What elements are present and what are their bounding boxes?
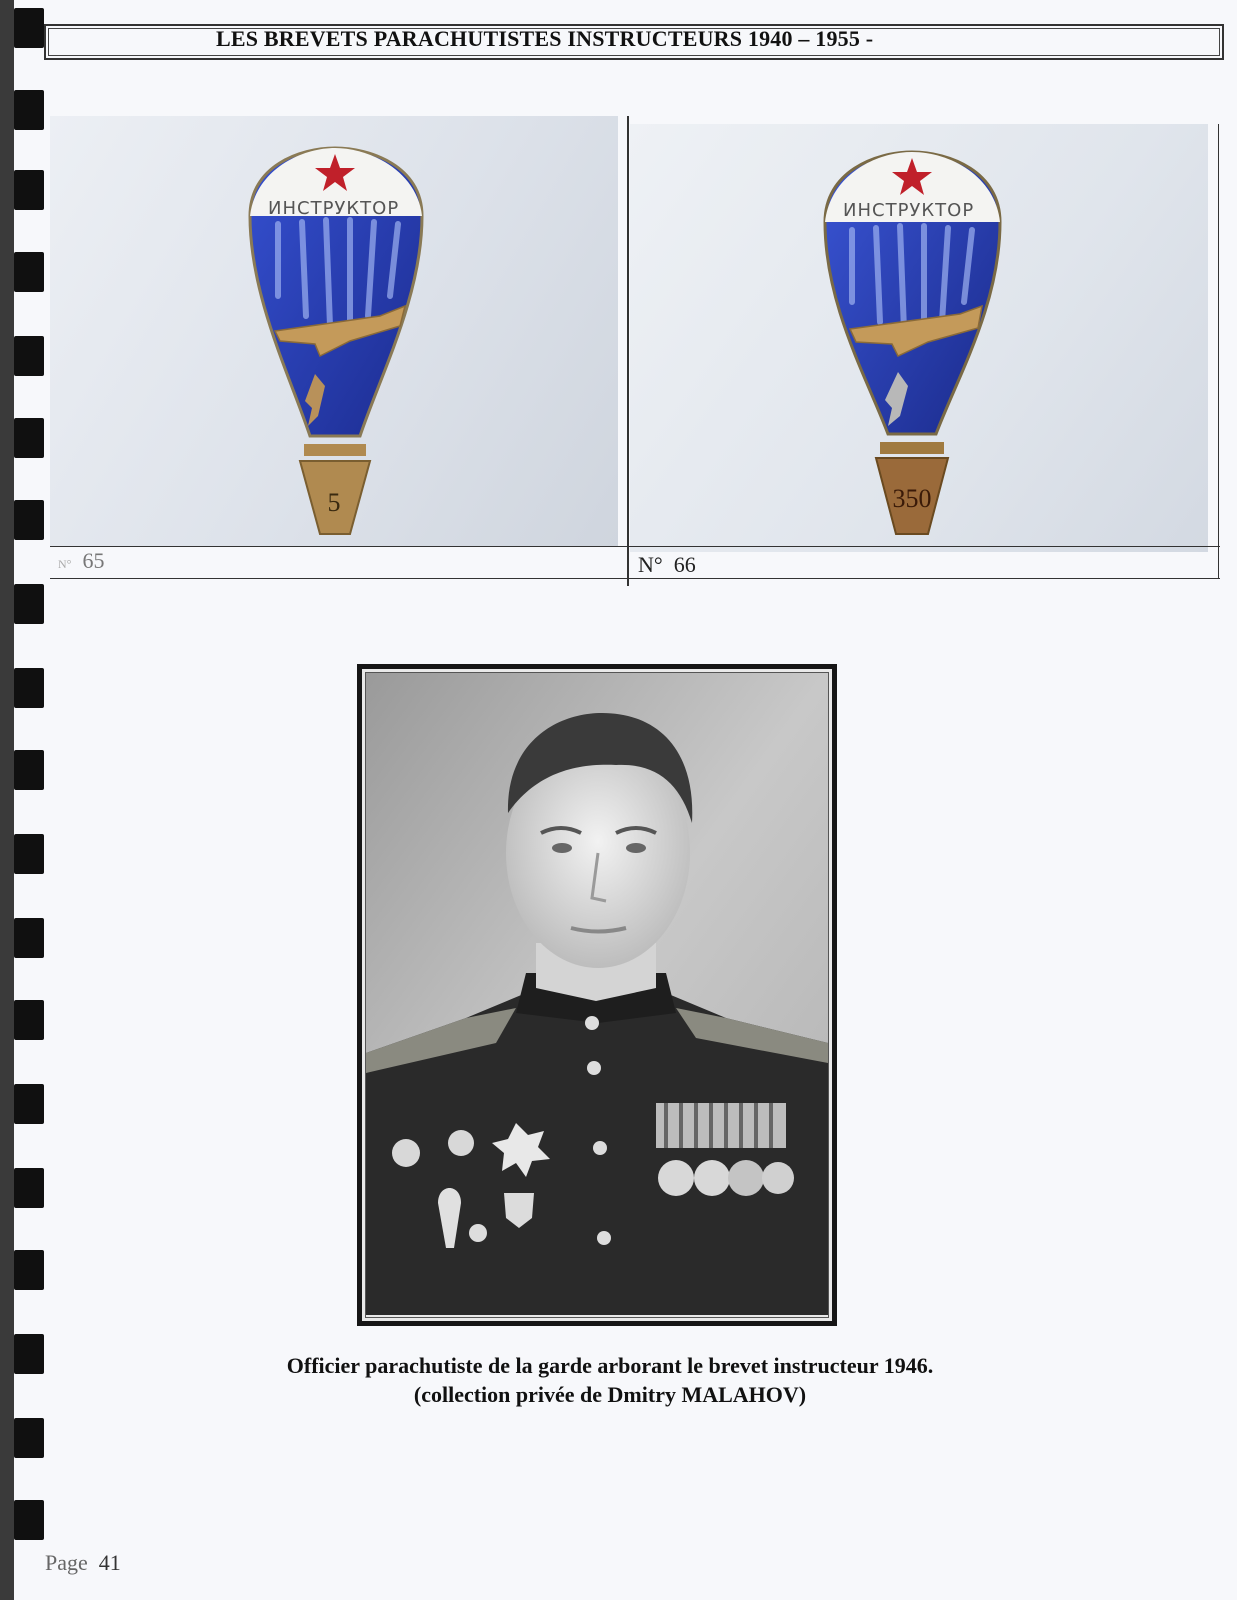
photo-caption-line2: (collection privée de Dmitry MALAHOV) [413,1382,807,1407]
caption-rule-top [50,546,1220,547]
panel-border-right [1218,124,1219,579]
parachute-badge-icon [50,116,618,546]
badge-number-66: N° 66 [638,552,696,577]
binding-hole [14,1500,44,1540]
badge-tab-number: 5 [327,488,341,517]
photo-divider [627,116,629,586]
page-title: LES BREVETS PARACHUTISTES INSTRUCTEURS 1940 – 1955 - [216,26,874,51]
binding-hole [14,1084,44,1124]
binding-hole [14,584,44,624]
binding-hole [14,668,44,708]
portrait-photo [357,664,837,1326]
officer-portrait-icon [366,673,828,1315]
binding-hole [14,170,44,210]
binding-hole [14,8,44,48]
badge-photo-66 [630,124,1208,552]
page-number: Page 41 [45,1550,121,1575]
photo-caption-line1: Officier parachutiste de la garde arborant le brevet instructeur 1946. [286,1353,934,1378]
badge-tab-number: 350 [892,484,932,513]
badge-engraved-text: ИНСТРУКТОР [268,198,400,219]
binding-hole [14,1168,44,1208]
binding-hole [14,1418,44,1458]
binding-hole [14,1000,44,1040]
binding-hole [14,1250,44,1290]
binding-hole [14,1334,44,1374]
binding-hole [14,418,44,458]
badge-photo-65 [50,116,618,546]
binding-hole [14,336,44,376]
binding-hole [14,918,44,958]
binding-hole [14,500,44,540]
badge-engraved-text: ИНСТРУКТОР [843,200,975,221]
binding-strip [0,0,14,1600]
caption-rule-bottom [50,578,1220,579]
binding-hole [14,750,44,790]
binding-hole [14,252,44,292]
binding-hole [14,90,44,130]
badge-number-65: N° 65 [58,548,105,573]
binding-hole [14,834,44,874]
